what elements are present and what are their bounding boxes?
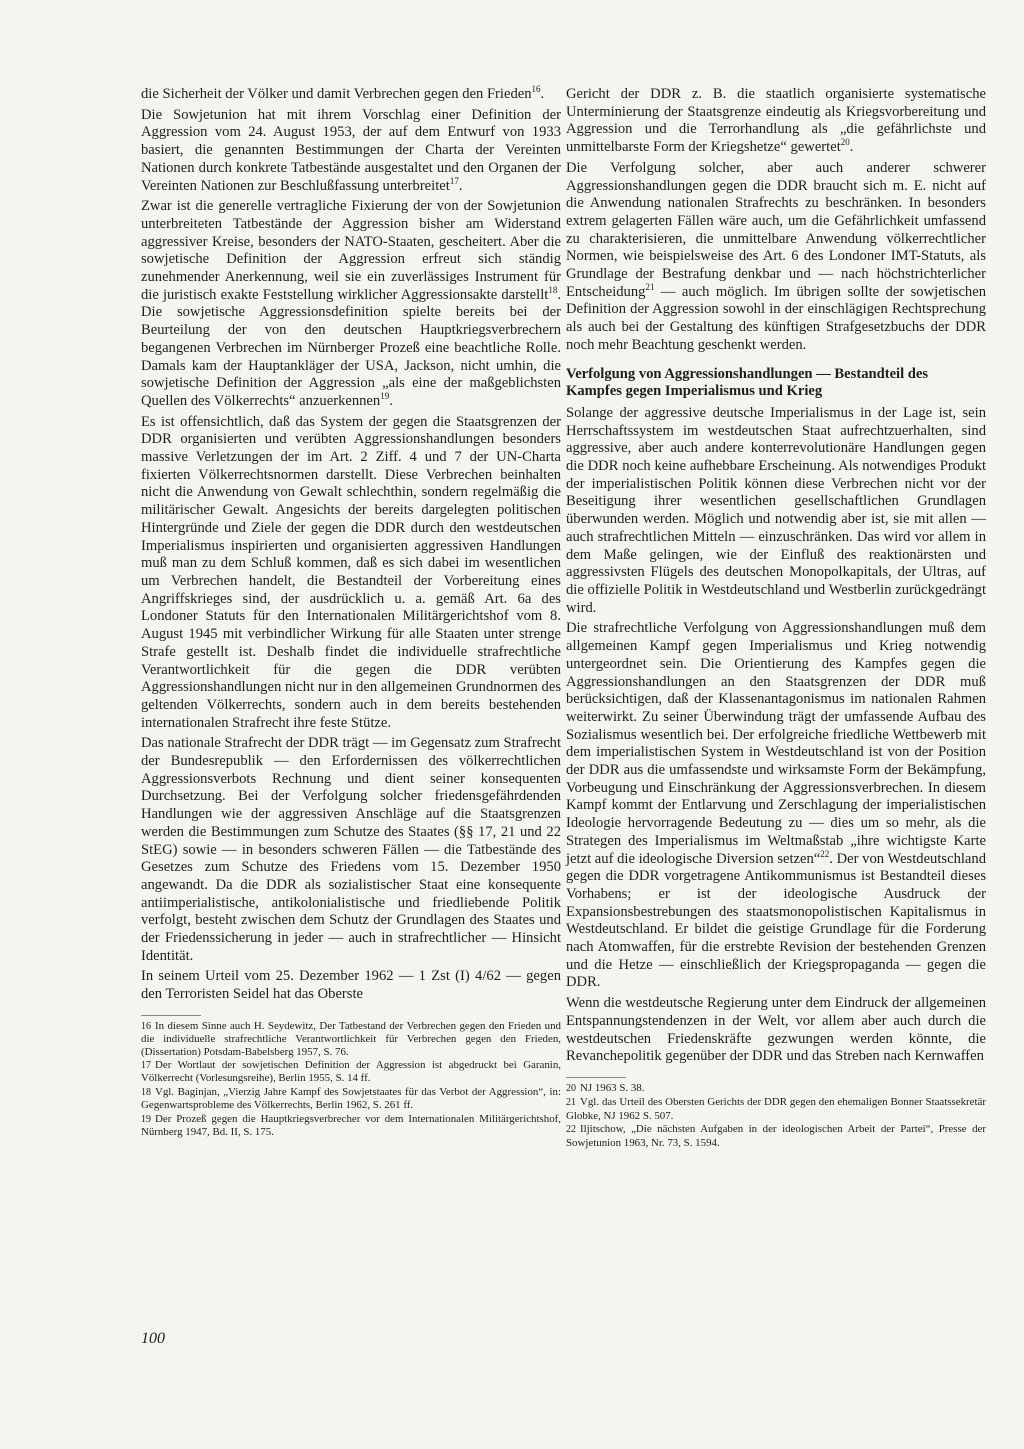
paragraph: Zwar ist die generelle vertragliche Fixierung der von der Sowjetunion unterbreiteten Tatbestände der Aggression bisher am Widerstand aggressiver Kreise, besonders der NATO-Staaten, gescheitert. Aber die sowjetische Definition der Aggression erfreut sich ständig zunehmender Anerkennung, weil sie ein zuverlässiges Instrument für die juristisch exakte Feststellung wirklicher Aggressionsakte darstellt$^{18}$. Die sowjetische Aggressionsdefinition spielte bereits bei der Beurteilung der von den deutschen Hauptkriegsverbrechern begangenen Verbrechen im Nürnberger Prozeß eine beachtliche Rolle. Damals kam der Hauptankläger der USA, Jackson, nicht umhin, die sowjetische Definition der Aggression „als eine der maßgeblichsten Quellen des Völkerrechts“ anzuerkennen$^{19}$.: [141, 198, 561, 409]
paragraph: Die Verfolgung solcher, aber auch anderer schwerer Aggressionshandlungen gegen die DDR braucht sich m. E. nicht auf die Anwendung nationalen Strafrechts zu beschränken. In besonders extrem gelagerten Fällen wäre auch, um die Gefährlichkeit umfassend zu charakterisieren, die unmittelbare Anwendung völkerrechtlicher Normen, wie beispielsweise des Art. 6 des Londoner IMT-Statuts, als Grundlage der Bestrafung denkbar und — nach höchstrichterlicher Entscheidung$^{21}$ — auch möglich. Im übrigen sollte der sowjetischen Definition der Aggression sowohl in der einschlägigen Rechtsprechung als auch bei der Gestaltung des künftigen Strafgesetzbuchs der DDR noch mehr Beachtung geschenkt werden.: [566, 159, 986, 353]
footnote-marker: 18: [548, 284, 558, 295]
paragraph: In seinem Urteil vom 25. Dezember 1962 — 1 Zst (I) 4/62 — gegen den Terroristen Seidel hat das Oberste: [141, 968, 561, 1003]
footnote: 17 Der Wortlaut der sowjetischen Definition der Aggression ist abgedruckt bei Garanin, Völkerrecht (Vorlesungsreihe), Berlin 1955, S. 14 ff.: [141, 1059, 561, 1085]
footnote-divider: [141, 1015, 201, 1016]
footnote-marker: 20: [840, 137, 850, 148]
footnote-marker: 21: [645, 281, 655, 292]
paragraph: Solange der aggressive deutsche Imperialismus in der Lage ist, sein Herrschaftssystem im westdeutschen Staat aufrechtzuerhalten, sind aggressive, aber auch andere konterrevolutionäre Handlungen gegen die DDR noch keine aufhebbare Erscheinung. Als notwendiges Produkt der imperialistischen Politik können diese Verbrechen nicht vor der Beseitigung ihrer wesentlichen gesellschaftlichen Grundlagen überwunden werden. Möglich und notwendig aber ist, sie mit allen — auch strafrechtlichen Mitteln — einzuschränken. Das wird vor allem in dem Maße gelingen, wie der Einfluß des reaktionärsten und aggressivsten Flügels des deutschen Monopolkapitals, der Ultras, auf die offizielle Politik in Westdeutschland und Westberlin zurückgedrängt wird.: [566, 404, 986, 616]
paragraph: Wenn die westdeutsche Regierung unter dem Eindruck der allgemeinen Entspannungstendenzen in der Welt, vor allem aber auch durch die westdeutschen Friedenskräfte gezwungen werden könnte, die Revanchepolitik gegenüber der DDR und das Streben nach Kernwaffen: [566, 995, 986, 1065]
left-column: [141, 86, 561, 1140]
footnote: 21 Vgl. das Urteil des Obersten Gerichts der DDR gegen den ehemaligen Bonner Staatssekretär Globke, NJ 1962 S. 507.: [566, 1096, 986, 1122]
footnote: 18 Vgl. Baginjan, „Vierzig Jahre Kampf des Sowjetstaates für das Verbot der Aggression“, in: Gegenwartsprobleme des Völkerrechts, Berlin 1962, S. 261 ff.: [141, 1085, 561, 1112]
footnote: 19 Der Prozeß gegen die Hauptkriegsverbrecher vor dem Internationalen Militärgerichtshof, Nürnberg 1947, Bd. II, S. 175.: [141, 1112, 561, 1139]
footnote-marker: 19: [380, 391, 390, 402]
footnote-divider: [566, 1077, 626, 1078]
paragraph: Das nationale Strafrecht der DDR trägt — im Gegensatz zum Strafrecht der Bundesrepublik — den Erfordernissen des völkerrechtlichen Aggressionsverbots Rechnung und dient seiner konsequenten Durchsetzung. Bei der Verfolgung solcher friedensgefährdenden Handlungen wie der aggressiven Anschläge auf die Staatsgrenzen werden die Bestimmungen zum Schutze des Staates (§§ 17, 21 und 22 StEG) sowie — in besonders schweren Fällen — die Tatbestände des Gesetzes zum Schutze des Friedens vom 15. Dezember 1950 angewandt. Da die DDR als sozialistischer Staat eine konsequente antiimperialistische, antikolonialistische und friedliebende Politik verfolgt, besteht zwischen dem Schutz der Grundlagen des Staates und der Friedenssicherung in jeder — auch in strafrechtlicher — Hinsicht Identität.: [141, 735, 561, 964]
footnote-marker: 16: [531, 84, 541, 95]
paragraph: Die Sowjetunion hat mit ihrem Vorschlag einer Definition der Aggression vom 24. August 1953, der auf dem Entwurf von 1933 basiert, die genannten Bestimmungen der Charta der Vereinten Nationen durch konkrete Tatbestände ausgestaltet und den Organen der Vereinten Nationen zur Beschlußfassung unterbreitet$^{17}$.: [141, 106, 561, 194]
footnote-marker: 22: [820, 848, 830, 859]
paragraph: Es ist offensichtlich, daß das System der gegen die Staatsgrenzen der DDR organisierten und verübten Aggressionshandlungen besonders massive Verletzungen der im Art. 2 Ziff. 4 und 7 der UN-Charta fixierten Völkerrechtsnormen darstellt. Diese Verbrechen beinhalten nicht die Anwendung von Gewalt schlechthin, sondern regelmäßig die militärischer Gewalt. Angesichts der bereits dargelegten politischen Hintergründe und Ziele der gegen die DDR durch den westdeutschen Imperialismus inspirierten und organisierten aggressiven Handlungen muß man zu dem Schluß kommen, daß es sich dabei im wesentlichen um Verbrechen handelt, die Bestandteil der Vorbereitung eines Angriffskrieges sind, der ausdrücklich u. a. gemäß Art. 6a des Londoner Statuts für den Internationalen Militärgerichtshof vom 8. August 1945 mit verbindlicher Wirkung für alle Staaten unter strenge Strafe gestellt ist. Deshalb findet die individuelle strafrechtliche Verantwortlichkeit für die gegen die DDR verübten Aggressionshandlungen nicht nur in den allgemeinen Grundnormen des geltenden Völkerrechts, sondern auch in dem bereits bestehenden internationalen Strafrecht ihre feste Stütze.: [141, 413, 561, 731]
section-heading: Verfolgung von Aggressionshandlungen — Bestandteil des Kampfes gegen Imperialismus und Krieg: [566, 365, 929, 400]
footnote: 22 Iljitschow, „Die nächsten Aufgaben in der ideologischen Arbeit der Partei“, Presse der Sowjetunion 1963, Nr. 73, S. 1594.: [566, 1123, 986, 1149]
paragraph: Die strafrechtliche Verfolgung von Aggressionshandlungen muß dem allgemeinen Kampf gegen Imperialismus und Krieg notwendig untergeordnet sein. Die Orientierung des Kampfes gegen die Aggressionshandlungen an den Staatsgrenzen der DDR muß berücksichtigen, daß der Klassenantagonismus im nationalen Rahmen weiterwirkt. Zu seiner Überwindung trägt der umfassende Aufbau des Sozialismus wesentlich bei. Der erfolgreiche friedliche Wettbewerb mit dem imperialistischen System in Westdeutschland ist von der Position der DDR aus die umfassendste und wirksamste Form der Bekämpfung, Vorbeugung und Einschränkung der Aggressionsverbrechen. In diesem Kampf kommt der Entlarvung und Zerschlagung der imperialistischen Ideologie hervorragende Bedeutung zu — dies um so mehr, als die Strategen des Imperialismus im Weltmaßstab „ihre wichtigste Karte jetzt auf die ideologische Diversion setzen“$^{22}$. Der von Westdeutschland gegen die DDR vorgetragene Antikommunismus ist Bestandteil dieses Vorhabens; er ist der ideologische Ausdruck der Expansionsbestrebungen des staatsmonopolistischen Kapitalismus in Westdeutschland. Er bildet die geistige Grundlage für die Forderung nach Atomwaffen, für die erstrebte Revision der bestehenden Grenzen und die Hetze — einschließlich der Kriegspropaganda — gegen die DDR.: [566, 620, 986, 991]
right-column: [566, 86, 986, 1150]
footnote-marker: 17: [449, 175, 459, 186]
paragraph: die Sicherheit der Völker und damit Verbrechen gegen den Frieden$^{16}$.: [141, 84, 545, 102]
footnote: 20 NJ 1963 S. 38.: [566, 1081, 645, 1094]
paragraph: Gericht der DDR z. B. die staatlich organisierte systematische Unterminierung der Staatsgrenze eindeutig als Kriegsvorbereitung und Aggression und die Terrorhandlung als „die gefährlichste und unmittelbarste Form der Kriegshetze“ gewertet$^{20}$.: [566, 86, 986, 156]
footnote: 16 In diesem Sinne auch H. Seydewitz, Der Tatbestand der Verbrechen gegen den Frieden und die individuelle strafrechtliche Verantwortlichkeit für Verbrechen gegen den Frieden, (Dissertation) Potsdam-Babelsberg 1957, S. 76.: [141, 1019, 561, 1058]
page-number: 100: [141, 1330, 165, 1347]
